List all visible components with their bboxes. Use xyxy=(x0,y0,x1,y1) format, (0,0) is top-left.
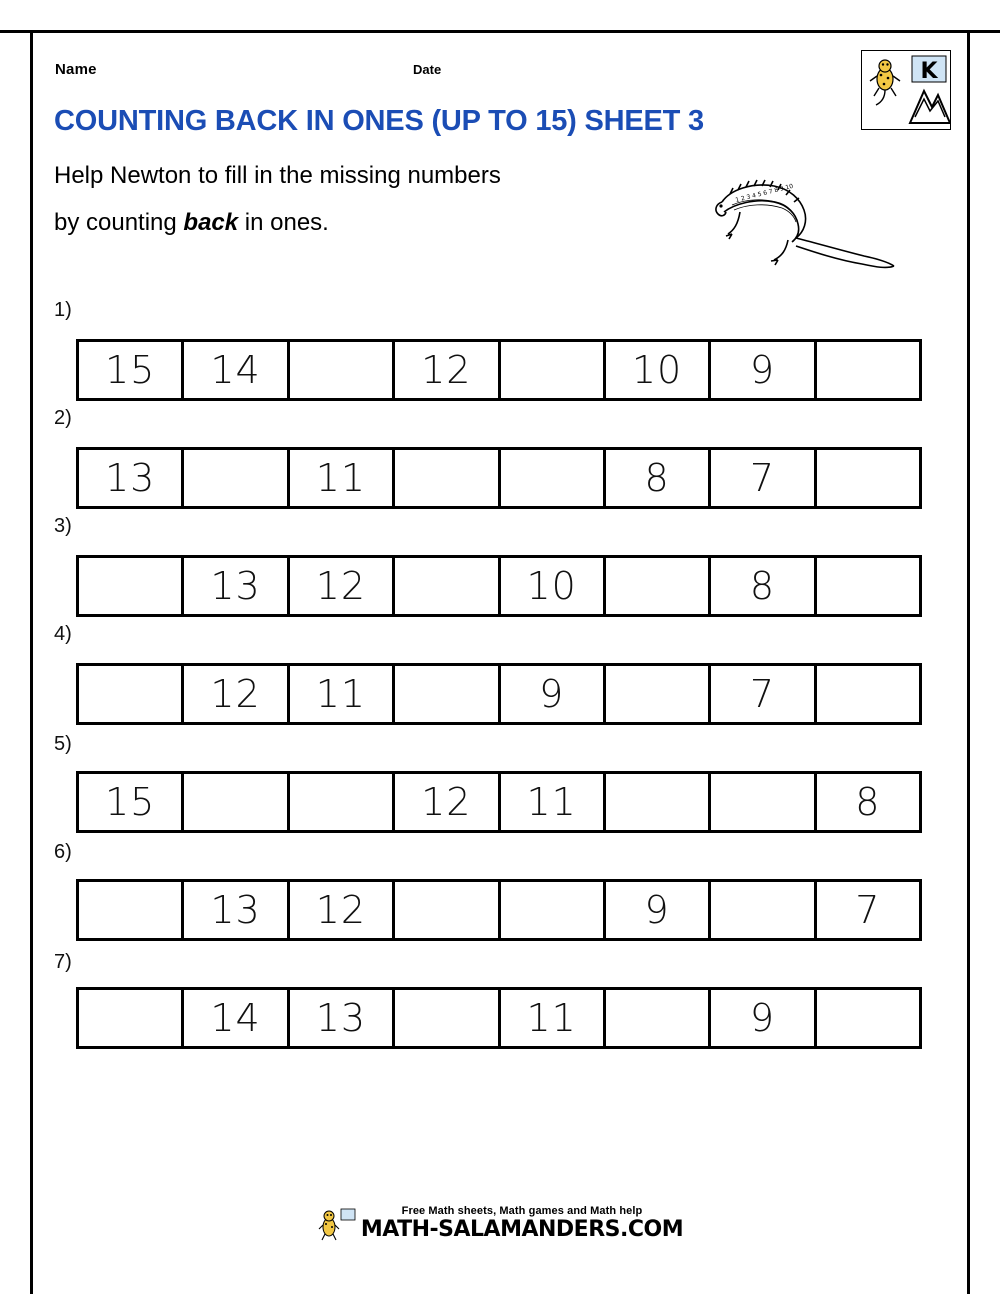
number-cell: 15 xyxy=(79,342,184,398)
number-cell: 14 xyxy=(184,342,289,398)
number-cell: 11 xyxy=(501,990,606,1046)
answer-blank-cell[interactable] xyxy=(395,558,500,614)
number-sequence-row xyxy=(76,987,922,1049)
answer-blank-cell[interactable] xyxy=(501,450,606,506)
footer-salamander-icon xyxy=(317,1207,357,1245)
answer-blank-cell[interactable] xyxy=(79,558,184,614)
footer xyxy=(0,1205,1000,1242)
number-cell: 7 xyxy=(711,450,816,506)
newton-salamander-illustration xyxy=(712,172,902,292)
answer-blank-cell[interactable] xyxy=(606,990,711,1046)
answer-blank-cell[interactable] xyxy=(184,450,289,506)
question-number: 5) xyxy=(54,733,72,755)
answer-blank-cell[interactable] xyxy=(817,342,919,398)
logo-letter: K xyxy=(920,59,938,84)
answer-blank-cell[interactable] xyxy=(711,774,816,830)
footer-inner xyxy=(317,1205,683,1242)
number-sequence-row xyxy=(76,339,922,401)
number-cell: 11 xyxy=(501,774,606,830)
number-sequence-row xyxy=(76,771,922,833)
instruction-line-2-post: in ones. xyxy=(238,209,329,236)
number-cell: 8 xyxy=(711,558,816,614)
answer-blank-cell[interactable] xyxy=(290,774,395,830)
footer-url[interactable]: MATH-SALAMANDERS.COM xyxy=(360,1217,684,1242)
number-cell: 13 xyxy=(290,990,395,1046)
answer-blank-cell[interactable] xyxy=(290,342,395,398)
page-border-right xyxy=(967,30,970,1294)
number-cell: 14 xyxy=(184,990,289,1046)
answer-blank-cell[interactable] xyxy=(395,990,500,1046)
answer-blank-cell[interactable] xyxy=(501,882,606,938)
number-cell: 13 xyxy=(184,558,289,614)
number-sequence-row xyxy=(76,879,922,941)
answer-blank-cell[interactable] xyxy=(817,990,919,1046)
number-sequence-row xyxy=(76,663,922,725)
question-number: 6) xyxy=(54,841,72,863)
answer-blank-cell[interactable] xyxy=(79,990,184,1046)
question-number: 1) xyxy=(54,299,72,321)
brand-logo xyxy=(861,50,951,130)
date-label: Date xyxy=(413,62,442,77)
answer-blank-cell[interactable] xyxy=(501,342,606,398)
number-cell: 10 xyxy=(501,558,606,614)
number-cell: 13 xyxy=(184,882,289,938)
number-cell: 7 xyxy=(855,888,881,932)
number-cell: 9 xyxy=(606,882,711,938)
footer-tagline: Free Math sheets, Math games and Math help xyxy=(401,1205,643,1217)
number-cell: 7 xyxy=(711,666,816,722)
number-cell: 13 xyxy=(79,450,184,506)
answer-blank-cell[interactable] xyxy=(395,450,500,506)
number-cell: 10 xyxy=(606,342,711,398)
number-cell: 9 xyxy=(711,990,816,1046)
answer-blank-cell[interactable] xyxy=(606,774,711,830)
question-number: 2) xyxy=(54,407,72,429)
number-sequence-row xyxy=(76,555,922,617)
answer-blank-cell[interactable] xyxy=(184,774,289,830)
number-cell: 12 xyxy=(395,774,500,830)
number-cell: 9 xyxy=(711,342,816,398)
number-cell: 12 xyxy=(395,342,500,398)
answer-blank-cell[interactable] xyxy=(606,558,711,614)
answer-blank-cell[interactable] xyxy=(79,666,184,722)
number-cell: 8 xyxy=(606,450,711,506)
answer-blank-cell[interactable] xyxy=(711,882,816,938)
answer-blank-cell[interactable] xyxy=(606,666,711,722)
instruction-line-2 xyxy=(54,209,329,237)
answer-blank-cell[interactable] xyxy=(817,450,919,506)
question-number: 4) xyxy=(54,623,72,645)
number-cell: 15 xyxy=(79,774,184,830)
salamander-logo-icon xyxy=(862,51,950,129)
number-cell: 12 xyxy=(290,558,395,614)
answer-blank-cell[interactable] xyxy=(817,558,919,614)
page-border-left xyxy=(30,30,33,1294)
page-border-top xyxy=(0,30,1000,33)
question-number: 3) xyxy=(54,515,72,537)
instruction-line-2-pre: by counting xyxy=(54,209,184,236)
question-number: 7) xyxy=(54,951,72,973)
number-cell: 12 xyxy=(290,882,395,938)
number-cell: 9 xyxy=(501,666,606,722)
answer-blank-cell[interactable] xyxy=(79,882,184,938)
number-cell: 12 xyxy=(184,666,289,722)
number-sequence-row xyxy=(76,447,922,509)
answer-blank-cell[interactable] xyxy=(817,666,919,722)
page-title: COUNTING BACK IN ONES (UP TO 15) SHEET 3 xyxy=(54,105,704,137)
number-cell: 11 xyxy=(290,450,395,506)
answer-blank-cell[interactable] xyxy=(395,666,500,722)
number-cell: 11 xyxy=(290,666,395,722)
name-label: Name xyxy=(55,61,97,78)
instruction-emphasis: back xyxy=(183,209,239,236)
answer-blank-cell[interactable] xyxy=(395,882,500,938)
number-cell: 8 xyxy=(855,780,881,824)
svg-text:1 2 3 4 5 6 7 8 9 10: 1 2 3 4 5 6 7 8 9 10 xyxy=(734,182,794,204)
instruction-line-1: Help Newton to fill in the missing numbers xyxy=(54,162,501,189)
